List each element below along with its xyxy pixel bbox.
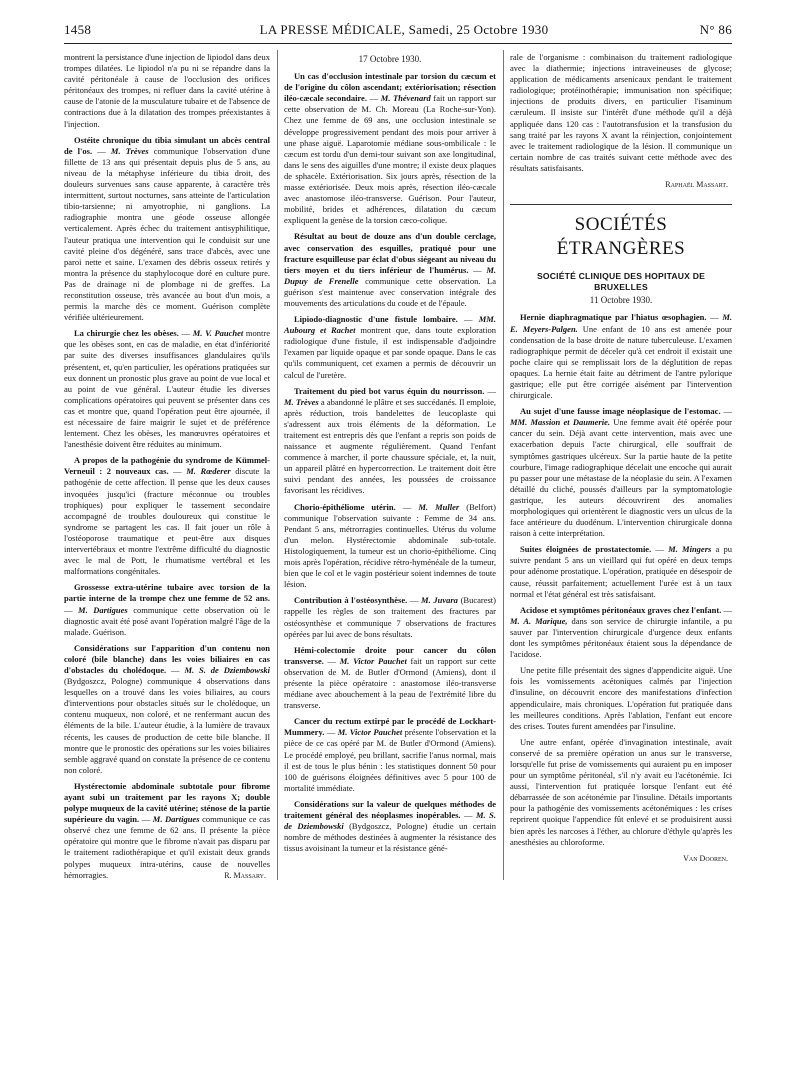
article-title: Hémi-colectomie droite pour cancer du côlon transverse.	[284, 644, 496, 666]
article-title: Résultat au bout de douze ans d'un double cerclage, avec conservation des esquilles, pratiqué pour une fracture esquilleuse par éclat d'obus siégeant au niveau du tiers moyen et du tiers inférieur de l'humérus.	[284, 231, 496, 275]
article-body: montre que les obèses sont, en cas de maladie, en état d'infériorité par suite des diverses insuffisances glandulaires qu'ils présentent, et, qu'en particulier, les opérations pratiquées sur eux donnent un pronostic plus grave au point de vue local et au point de vue général. L'auteur étudie les diverses complications opératoires qui peuvent se présenter dans ces cas et montre que, quand l'opération peut être ajournée, il est nécessaire de faire maigrir le sujet et de préférence lentement. Chez les obèses, les manœuvres opératoires et l'anesthésie doivent être réduites au minimum.	[64, 328, 270, 450]
signature: Van Dooren.	[683, 853, 728, 863]
article-title: Acidose et symptômes péritonéaux graves chez l'enfant.	[520, 604, 722, 615]
column-separator	[277, 50, 278, 880]
article-author: M. S. de Dziembowski	[284, 810, 496, 832]
paragraph: montrent la persistance d'une injection de lipiodol dans deux trompes dilatées. Le lipiodol n'a pu ni se répandre dans la cavité péritonéale à cause de l'occlusion des orifices péritonéaux des trompes, ni refluer dans la cavité utérine à cause de l'atonie de la musculature tubaire et de l'absence de contractions due à la dilatation des trompes préexistantes à l'injection.	[64, 52, 270, 129]
article-entry: Hémi-colectomie droite pour cancer du côlon transverse. — M. Victor Pauchet fait un rapport sur cette observation de M. de Butler d'Ormond (Amiens), dont il présente la pièce opératoire : anastomose iléo-transverse médiane avec abouchement à la peau de l'extrémité libre du transverse.	[284, 644, 496, 711]
article-entry: Grossesse extra-utérine tubaire avec torsion de la partie interne de la trompe chez une femme de 52 ans. — M. Dartigues communique cette observation où le diagnostic avait été posé avant l'opération malgré l'âge de la malade. Guérison.	[64, 582, 270, 637]
running-header	[64, 22, 732, 40]
article-entry: Au sujet d'une fausse image néoplasique de l'estomac. — MM. Massion et Daumerie. Une femme avait été opérée pour cancer du sein. Déjà avant cette intervention, mais avec une exacerbation depuis l'acte chirurgical, elle souffrait de symptômes gastriques ulcéreux. Sur la partie haute de la petite courbure, l'image radiographique décelait une encoche qui aurait pu passer pour une métastase de la néoplasie du sein. A l'examen détaillé du cliché, poussés d'ailleurs par la symptomatologie gastrique, les auteurs découvrirent des anomalies morphologiques qui orientèrent le diagnostic vers un ulcus de la face antérieure du duodénum. L'intervention chirurgicale donna raison à cette interprétation.	[510, 406, 732, 539]
article-title: Hystérectomie abdominale subtotale pour fibrome ayant subi un traitement par les rayons X; double polype muqueux de la cavité utérine; sténose de la partie supérieure du vagin.	[64, 780, 270, 825]
paragraph: rale de l'organisme : combinaison du traitement radiologique avec la diathermie; injections intraveineuses de glycose; application de médicaments arsenicaux pendant le traitement radiologique; protéinothérapie; immunisation non spécifique; injections de produits divers, en particulier l'isaminum cæruleum. Il insiste sur l'intérêt d'une méthode qu'il a déjà appliquée dans 120 cas : l'autotransfusion et la transfusion du sang traité par les rayons X avant la réinjection, conjointement avec le traitement radiologique de la lésion. Il communique un certain nombre de cas traités suivant cette méthode avec des résultats satisfaisants.	[510, 52, 732, 173]
article-entry: Considérations sur l'apparition d'un contenu non coloré (bile blanche) dans les voies biliaires en cas d'obstacles du cholédoque. — M. S. de Dziembowski (Bydgoszcz, Pologne) communique 4 observations dans lesquelles on a trouvé dans les voies biliaires, au cours d'interventions pour obstacles situés sur le cholédoque, un contenu muqueux, non coloré, et ne renfermant aucun des éléments de la bile. L'auteur étudie, à la lumière de travaux récents, les causes de production de cette bile blanche. Il montre que le pronostic des opérations sur les voies biliaires semble aggravé quand on constate la présence de ce contenu non coloré.	[64, 642, 271, 775]
article-body: a pu suivre pendant 5 ans un vieillard qui fut opéré en deux temps pour adénome prostatique. L'opération, pratiquée en désespoir de cause, réussit parfaitement; actuellement l'urée est à un taux normal et l'état général est très satisfaisant.	[510, 544, 733, 599]
header-rule	[64, 43, 732, 44]
article-body: Une enfant de 10 ans est amenée pour condensation de la base droite de nature tuberculeuse. L'examen radiographique permit de déceler qu'à cet endroit il existait une poche claire qui se remplissait lors de la déglutition de repas opaques. La hernie était faite au détriment de l'antre pylorique gastrique; elle put être corrigée aisément par l'intervention chirurgicale.	[510, 323, 732, 401]
article-author: M. V. Pauchet	[192, 328, 244, 339]
article-body: Une femme avait été opérée pour cancer du sein. Déjà avant cette intervention, mais avec une exacerbation depuis l'acte chirurgical, elle souffrait de symptômes gastriques ulcéreux. Sur la partie haute de la petite courbure, l'image radiographique décelait une encoche qui aurait pu passer pour une métastase de la néoplasie du sein. A l'examen détaillé du cliché, poussés d'ailleurs par la symptomatologie gastrique, les auteurs découvrirent des anomalies morphologiques qui orientèrent le diagnostic vers un ulcus de la face antérieure du duodénum. L'intervention chirurgicale donna raison à cette interprétation.	[510, 417, 732, 539]
article-body: fait un rapport sur cette observation de M. de Butler d'Ormond (Amiens), dont il présente la pièce opératoire : anastomose iléo-transverse médiane avec abouchement à la peau de l'extrémité libre du transverse.	[284, 655, 496, 711]
article-author: M. Dartigues	[152, 814, 200, 825]
paragraph: Une autre enfant, opérée d'invagination intestinale, avait conservé de sa première opération un anus sur le transverse, lorsqu'elle fut prise de vomissements qui auraient pu en imposer pour un symptôme péritonéal, s'il n'y avait eu l'acétonémie. Ici aussi, l'intervention fut pratiquée lorsque l'enfant eut été débarrassée de son acétonémie par l'insuline. Détails importants pour la pathogénie des vomissements acétonémiques : les crises reprirent quoique l'appendice fût enlevé et se produisirent aussi bien après les narcoses à l'éther, au chlorure d'éthyle qu'après les anesthésies au chloroforme.	[510, 736, 732, 847]
article-entry: Acidose et symptômes péritonéaux graves chez l'enfant. — M. A. Marique, dans son service de chirurgie infantile, a pu sauver par l'intervention chirurgicale d'urgence deux enfants dont les symptômes péritonéaux étaient sous la dépendance de l'acidose.	[510, 604, 733, 660]
signature: R. Massary.	[224, 870, 266, 880]
issue-number: N° 86	[699, 22, 732, 37]
article-title: Ostéite chronique du tibia simulant un abcès central de l'os.	[64, 134, 270, 156]
article-title: Cancer du rectum extirpé par le procédé de Lockhart-Mummery.	[284, 716, 496, 738]
article-title: Grossesse extra-utérine tubaire avec torsion de la partie interne de la trompe chez une femme de 52 ans.	[64, 582, 270, 604]
article-title: Considérations sur la valeur de quelques méthodes de traitement général des néoplasmes inopérables.	[284, 798, 496, 820]
article-title: Traitement du pied bot varus équin du nourrisson.	[294, 385, 485, 396]
article-author: M. Mingers	[668, 544, 712, 555]
session-date: 11 Octobre 1930.	[589, 295, 653, 306]
article-body: montrent que, dans toute exploration radiologique d'une fistule, il est indispensable d'adjoindre l'examen par liquide opaque et par sonde opaque. Dans le cas qu'ils communiquent, cet examen a permis de découvrir un calcul de l'uretère.	[284, 325, 497, 380]
article-title: La chirurgie chez les obèses.	[74, 328, 179, 339]
article-author: M. Victor Pauchet	[339, 655, 407, 666]
article-author: MM. Aubourg et Rachet	[284, 314, 496, 336]
article-entry: Un cas d'occlusion intestinale par torsion du cæcum et de l'origine du côlon ascendant; extériorisation; résection iléo-cæcale secondaire. — M. Thévenard fait un rapport sur cette observation de M. Ch. Moreau (La Roche-sur-Yon). Chez une femme de 69 ans, une occlusion intestinale se développe progressivement pendant des mois pour arriver à une phase aiguë. Laparotomie médiane sous-ombilicale : le cæcum est tordu d'un demi-tour suivant son axe longitudinal, dans le sens des aiguilles d'une montre; il existe deux plaques de sphacèle. Extériorisation. Six jours après, résection de la masse extériorisée. Deux mois après, résection iléo-cæcale avec anastomose iléo-transverse. Guérison. Pour l'auteur, mobilité, brides et adhérences, dilatation du cæcum expliquent la genèse de la torsion cæco-colique.	[284, 71, 496, 226]
article-body: discute la pathogénie de cette affection. Il pense que les deux causes invoquées jusqu'ici (fracture méconnue ou troubles trophiques) pour expliquer le tassement secondaire accompagné de troubles douloureux qui constitue le syndrome se partagent les cas. Il fait jouer un rôle à l'ostéoporose traumatique et peut-être aux disques intervertébraux et montre l'extrême difficulté du diagnostic avec le mal de Pott, le rhumatisme vertébral et les malformations congénitales.	[64, 466, 271, 577]
article-title: Contribution à l'ostéosynthèse.	[294, 595, 408, 606]
article-body: (Bydgoszcz, Pologne) communique 4 observations dans lesquelles on a trouvé dans les voies biliaires, au cours d'interventions pour obstacles situés sur le cholédoque, un contenu muqueux, non coloré, et ne renfermant aucun des éléments de la bile. L'auteur étudie, à la lumière de travaux récents, les causes de production de cette bile blanche. Il montre que le pronostic des opérations sur les voies biliaires semble aggravé quand on constate la présence de ce contenu non coloré.	[64, 676, 270, 775]
article-entry: A propos de la pathogénie du syndrome de Kümmel-Verneuil : 2 nouveaux cas. — M. Rœderer discute la pathogénie de cette affection. Il pense que les deux causes invoquées jusqu'ici (fracture méconnue ou troubles trophiques) pour expliquer le tassement secondaire accompagné de troubles douloureux qui constitue le syndrome se partagent les cas. Il fait jouer un rôle à l'ostéoporose traumatique et peut-être aux disques intervertébraux et montre l'extrême difficulté du diagnostic avec le mal de Pott, le rhumatisme vertébral et les malformations congénitales.	[64, 455, 271, 577]
article-author: M. Juvara	[421, 595, 458, 606]
article-entry: Traitement du pied bot varus équin du nourrisson. — M. Trèves a abandonné le plâtre et ses succédanés. Il emploie, après réduction, trois bandelettes de leucoplaste qui s'adressent aux trois éléments de la déformation. Le traitement est entrepris dès que l'enfant a repris son poids de naissance et augmente régulièrement. Quand l'enfant commence à marcher, il porte chaussure spéciale, et, la nuit, un appareil plâtré en hypercorrection. Le traitement doit être suivi pendant des années, les poussées de croissance favorisant les récidives.	[284, 385, 497, 496]
article-author: M. Victor Pauchet	[337, 727, 403, 738]
article-author: M. Rœderer	[186, 466, 231, 477]
article-entry: Suites éloignées de prostatectomie. — M. Mingers a pu suivre pendant 5 ans un vieillard qui fut opéré en deux temps pour adénome prostatique. L'opération, pratiquée en désespoir de cause, réussit parfaitement; actuellement l'urée est à un taux normal et l'état général est très satisfaisant.	[510, 544, 733, 599]
article-title: Lipiodo-diagnostic d'une fistule lombaire.	[294, 314, 458, 325]
column-1	[64, 52, 270, 886]
column-2	[284, 52, 496, 859]
article-title: Suites éloignées de prostatectomie.	[520, 544, 652, 555]
article-author: M. A. Marique,	[510, 615, 568, 626]
article-body: communique l'observation d'une fillette de 13 ans qui présentait depuis plus de 5 ans, au niveau de la métaphyse inférieure du tibia droit, des douleurs survenues sans cause apparente, à caractère très intermittent, surtout nocturnes, sans atteinte de l'articulation tibio-tarsienne; ni amyotrophie, ni ganglions. La radiographie montra une géode osseuse allongée verticalement. Après échec du traitement antisyphilitique, l'auteur pratiqua une intervention qui le conduisit sur une cavité pleine d'os dégénéré, sans trace d'abcès, avec une paroi nette et saine. L'examen des débris osseux retirés y montra la présence du staphylocoque doré en culture pure. Pas de drainage ni de plombage ni de greffes. La reconstitution osseuse, très avancée au bout d'un mois, a permis la marche dès ce moment. Guérison complète vérifiée ultérieurement.	[64, 145, 271, 323]
article-title: Un cas d'occlusion intestinale par torsion du cæcum et de l'origine du côlon ascendant; extériorisation; résection iléo-cæcale secondaire.	[284, 71, 496, 104]
article-title: Hernie diaphragmatique par l'hiatus œsophagien.	[520, 312, 707, 323]
article-entry: Cancer du rectum extirpé par le procédé de Lockhart-Mummery. — M. Victor Pauchet présente l'observation et la pièce de ce cas opéré par M. de Butler d'Ormond (Amiens). Le procédé employé, peu brillant, sacrifie l'anus normal, mais il est de tous le plus bénin : les statistiques donnent 50 pour 100 de guérisons éloignées définitives avec 5 pour 100 de mortalité immédiate.	[284, 716, 497, 793]
article-author: MM. Massion et Daumerie.	[510, 417, 610, 428]
article-author: M. Trèves	[110, 145, 149, 156]
article-entry: Contribution à l'ostéosynthèse. — M. Juvara (Bucarest) rappelle les règles de son traitement des fractures par ostéosynthèse et communique 7 observations de fractures opérées par lui avec de bons résultats.	[284, 595, 496, 639]
page-number: 1458	[64, 22, 92, 37]
paragraph: Une petite fille présentait des signes d'appendicite aiguë. Une fois les vomissements acétoniques calmés par l'injection d'insuline, on découvrit encore des manifestations d'infection appendiculaire, mais chroniques. L'opération fut pratiquée dans les meilleures conditions. Après l'ablation, l'enfant eut encore des crises. Toutes furent amendées par l'insuline.	[510, 665, 732, 731]
article-body: fait un rapport sur cette observation de M. Ch. Moreau (La Roche-sur-Yon). Chez une femme de 69 ans, une occlusion intestinale se développe progressivement pendant des mois pour arriver à une phase aiguë. Laparotomie médiane sous-ombilicale : le cæcum est tordu d'un demi-tour suivant son axe longitudinal, dans le sens des aiguilles d'une montre; il existe deux plaques de sphacèle. Extériorisation. Six jours après, résection de la masse extériorisée. Deux mois après, résection iléo-cæcale avec anastomose iléo-transverse. Guérison. Pour l'auteur, mobilité, brides et adhérences, dilatation du cæcum expliquent la genèse de la torsion cæco-colique.	[284, 93, 496, 226]
article-title: Au sujet d'une fausse image néoplasique de l'estomac.	[520, 406, 721, 417]
article-entry: Chorio-épithéliome utérin. — M. Muller (Belfort) communique l'observation suivante : Femme de 34 ans. Pendant 5 ans, métrorragies continuelles. Utérus du volume d'un melon. Hystérectomie abdominale sub-totale. Histologiquement, la tumeur est un chorio-épithéliome. Cinq mois après l'opération, récidive rétro-hyménéale de la tumeur, bien que le col et le vagin postérieur soient indemnes de toute lésion.	[284, 501, 497, 590]
article-entry: Résultat au bout de douze ans d'un double cerclage, avec conservation des esquilles, pratiqué pour une fracture esquilleuse par éclat d'obus siégeant au niveau du tiers moyen et du tiers inférieur de l'humérus. — M. Dupuy de Frenelle communique cette observation. La guérison s'est maintenue avec conservation intégrale des mouvements des articulations du coude et de l'épaule.	[284, 231, 497, 308]
article-author: M. S. de Dziembowski	[184, 664, 271, 675]
article-title: Chorio-épithéliome utérin.	[294, 501, 396, 512]
article-author: M. Dupuy de Frenelle	[284, 264, 497, 286]
article-entry: Hernie diaphragmatique par l'hiatus œsophagien. — M. E. Meyers-Palgen. Une enfant de 10 ans est amenée pour condensation de la base droite de nature tuberculeuse. L'examen radiographique permit de déceler qu'à cet endroit il existait une poche claire qui se remplissait lors de la déglutition de repas opaques. La hernie était faite au détriment de l'antre pylorique gastrique; elle put être corrigée aisément par l'intervention chirurgicale.	[510, 312, 733, 401]
signature: Raphaël Massart.	[665, 180, 728, 190]
article-title: A propos de la pathogénie du syndrome de Kümmel-Verneuil : 2 nouveaux cas.	[64, 455, 270, 477]
article-author: M. Trèves	[284, 396, 319, 407]
society-heading: SOCIÉTÉ CLINIQUE DES HOPITAUX DE BRUXELLES	[536, 271, 706, 293]
article-entry: Lipiodo-diagnostic d'une fistule lombaire. — MM. Aubourg et Rachet montrent que, dans toute exploration radiologique d'une fistule, il est indispensable d'adjoindre l'examen par liquide opaque et par sonde opaque. Dans le cas qu'ils communiquent, cet examen a permis de découvrir un calcul de l'uretère.	[284, 314, 497, 380]
article-author: M. Dartigues	[78, 604, 128, 615]
article-body: (Bucarest) rappelle les règles de son traitement des fractures par ostéosynthèse et communique 7 observations de fractures opérées par lui avec de bons résultats.	[284, 595, 496, 639]
article-author: M. Muller	[418, 501, 460, 512]
column-separator	[503, 50, 504, 880]
article-body: communique cette observation. La guérison s'est maintenue avec conservation intégrale des mouvements des articulations du coude et de l'épaule.	[284, 275, 496, 308]
session-date: 17 Octobre 1930.	[358, 54, 422, 64]
article-entry: Hystérectomie abdominale subtotale pour fibrome ayant subi un traitement par les rayons X; double polype muqueux de la cavité utérine; sténose de la partie supérieure du vagin. — M. Dartigues communique ce cas observé chez une femme de 62 ans. Il présente la pièce opératoire qui montre que le fibrome n'avait pas disparu par le traitement radiothérapique et qu'il existait deux grands polypes muqueux intra-utérins, cause de nouvelles hémorragies. R. Massary.	[64, 780, 270, 880]
article-entry: Ostéite chronique du tibia simulant un abcès central de l'os. — M. Trèves communique l'observation d'une fillette de 13 ans qui présentait depuis plus de 5 ans, au niveau de la métaphyse inférieure du tibia droit, des douleurs survenues sans cause apparente, à caractère très intermittent, surtout nocturnes, sans atteinte de l'articulation tibio-tarsienne; ni amyotrophie, ni ganglions. La radiographie montra une géode osseuse allongée verticalement. Après échec du traitement antisyphilitique, l'auteur pratiqua une intervention qui le conduisit sur une cavité pleine d'os dégénéré, sans trace d'abcès, avec une paroi nette et saine. L'examen des débris osseux retirés y montra la présence du staphylocoque doré en culture pure. Pas de drainage ni de plombage ni de greffes. La reconstitution osseuse, très avancée au bout d'un mois, a permis la marche dès ce moment. Guérison complète vérifiée ultérieurement.	[64, 134, 271, 323]
journal-title: LA PRESSE MÉDICALE, Samedi, 25 Octobre 1930	[259, 22, 549, 37]
column-3	[510, 52, 732, 869]
article-body: dans son service de chirurgie infantile, a pu sauver par l'intervention chirurgicale d'urgence deux enfants dont les symptômes péritonéaux étaient sous la dépendance de l'acidose.	[510, 615, 733, 660]
article-body: a abandonné le plâtre et ses succédanés. Il emploie, après réduction, trois bandelettes de leucoplaste qui s'adressent aux trois éléments de la déformation. Le traitement est entrepris dès que l'enfant a repris son poids de naissance et augmente régulièrement. Quand l'enfant commence à marcher, il porte chaussure spéciale, et, la nuit, un appareil plâtré en hypercorrection. Le traitement doit être suivi pendant des années, les poussées de croissance favorisant les récidives.	[284, 396, 496, 496]
article-entry: Considérations sur la valeur de quelques méthodes de traitement général des néoplasmes inopérables. — M. S. de Dziembowski (Bydgoszcz, Pologne) étudie un certain nombre de méthodes destinées à augmenter la résistance des tissus avoisinant la tumeur et la résistance géné-	[284, 798, 496, 854]
article-body: présente l'observation et la pièce de ce cas opéré par M. de Butler d'Ormond (Amiens). Le procédé employé, peu brillant, sacrifie l'anus normal, mais il est de tous le plus bénin : les statistiques donnent 50 pour 100 de guérisons éloignées définitives avec 5 pour 100 de mortalité immédiate.	[284, 727, 497, 793]
article-author: M. E. Meyers-Palgen.	[510, 312, 733, 334]
article-entry: La chirurgie chez les obèses. — M. V. Pauchet montre que les obèses sont, en cas de maladie, en état d'infériorité par suite des diverses insuffisances glandulaires qu'ils présentent, et, qu'en particulier, les opérations pratiquées sur eux donnent un pronostic plus grave au point de vue local et au point de vue général. L'auteur étudie les diverses complications opératoires qui peuvent se présenter dans ces cas et montre que, quand l'opération peut être ajournée, il est nécessaire de faire maigrir le sujet et de préférence lentement. Chez les obèses, les manœuvres opératoires et l'anesthésie doivent être réduites au minimum.	[64, 328, 270, 450]
article-body: (Belfort) communique l'observation suivante : Femme de 34 ans. Pendant 5 ans, métrorragies continuelles. Utérus du volume d'un melon. Hystérectomie abdominale sub-totale. Histologiquement, la tumeur est un chorio-épithéliome. Cinq mois après l'opération, récidive rétro-hyménéale de la tumeur, bien que le col et le vagin postérieur soient indemnes de toute lésion.	[284, 501, 497, 590]
article-body: communique ce cas observé chez une femme de 62 ans. Il présente la pièce opératoire qui montre que le fibrome n'avait pas disparu par le traitement radiothérapique et qu'il existait deux grands polypes muqueux intra-utérins, cause de nouvelles hémorragies.	[64, 814, 270, 880]
article-body: communique cette observation où le diagnostic avait été posé avant l'opération malgré l'âge de la malade. Guérison.	[64, 604, 270, 637]
section-title: SOCIÉTÉS ÉTRANGÈRES	[510, 204, 732, 261]
article-body: (Bydgoszcz, Pologne) étudie un certain nombre de méthodes destinées à augmenter la résistance des tissus avoisinant la tumeur et la résistance géné-	[284, 821, 496, 854]
article-title: Considérations sur l'apparition d'un contenu non coloré (bile blanche) dans les voies biliaires en cas d'obstacles du cholédoque.	[64, 642, 270, 675]
article-author: M. Thévenard	[380, 93, 431, 104]
